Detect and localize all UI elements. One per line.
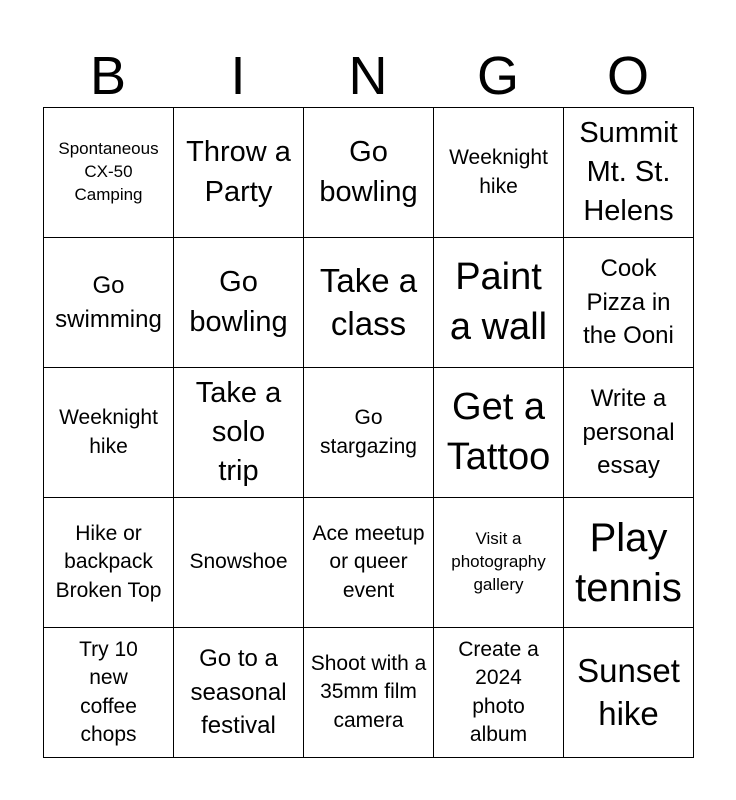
bingo-cell[interactable]: Throw a Party xyxy=(174,108,304,238)
bingo-cell[interactable]: Snowshoe xyxy=(174,498,304,628)
bingo-cell[interactable]: Go swimming xyxy=(44,238,174,368)
bingo-cell[interactable]: Create a 2024 photo album xyxy=(434,628,564,758)
bingo-cell[interactable]: Take a solo trip xyxy=(174,368,304,498)
bingo-cell[interactable]: Shoot with a 35mm film camera xyxy=(304,628,434,758)
bingo-cell[interactable]: Weeknight hike xyxy=(434,108,564,238)
bingo-cell[interactable]: Take a class xyxy=(304,238,434,368)
bingo-cell[interactable]: Go bowling xyxy=(174,238,304,368)
bingo-cell[interactable]: Paint a wall xyxy=(434,238,564,368)
header-letter-b: B xyxy=(89,46,127,106)
bingo-header xyxy=(43,44,693,108)
header-letter-i: I xyxy=(230,46,246,106)
bingo-cell[interactable]: Go bowling xyxy=(304,108,434,238)
bingo-cell[interactable]: Play tennis xyxy=(564,498,694,628)
bingo-cell[interactable]: Weeknight hike xyxy=(44,368,174,498)
bingo-cell[interactable]: Hike or backpack Broken Top xyxy=(44,498,174,628)
bingo-cell[interactable]: Visit a photography gallery xyxy=(434,498,564,628)
bingo-cell[interactable]: Ace meetup or queer event xyxy=(304,498,434,628)
bingo-cell[interactable]: Get a Tattoo xyxy=(434,368,564,498)
bingo-cell[interactable]: Cook Pizza in the Ooni xyxy=(564,238,694,368)
header-letter-n: N xyxy=(348,46,388,106)
bingo-cell[interactable]: Try 10 new coffee chops xyxy=(44,628,174,758)
bingo-board xyxy=(43,107,694,758)
bingo-cell[interactable]: Go stargazing xyxy=(304,368,434,498)
header-letter-o: O xyxy=(606,46,649,106)
bingo-cell[interactable]: Summit Mt. St. Helens xyxy=(564,108,694,238)
header-letter-g: G xyxy=(476,46,519,106)
bingo-cell[interactable]: Write a personal essay xyxy=(564,368,694,498)
bingo-cell[interactable]: Sunset hike xyxy=(564,628,694,758)
bingo-cell[interactable]: Go to a seasonal festival xyxy=(174,628,304,758)
bingo-cell[interactable]: Spontaneous CX-50 Camping xyxy=(44,108,174,238)
